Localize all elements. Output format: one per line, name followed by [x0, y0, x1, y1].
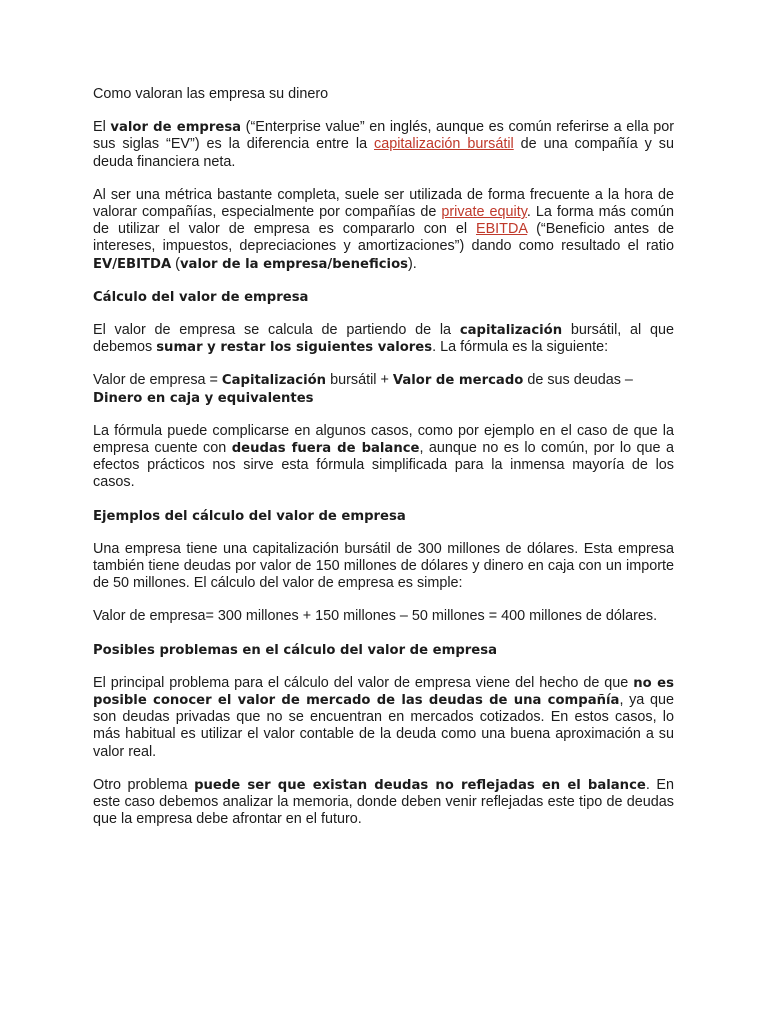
paragraph-problema-1 — [93, 675, 674, 761]
section-heading-ejemplos: Ejemplos del cálculo del valor de empresa — [93, 508, 406, 524]
link-capitalizacion-bursatil[interactable]: capitalización bursátil — [374, 136, 514, 153]
paragraph-definition — [93, 119, 674, 171]
text: El principal problema para el cálculo del valor de empresa viene del hecho de que — [93, 674, 634, 691]
bold-term: puede ser que existan deudas no reflejadas en el balance — [194, 777, 646, 793]
text: , aunque no es lo común, por lo que a efectos prácticos nos sirve esta fórmula simplificada para la inmensa mayoría de los casos. — [93, 440, 674, 491]
text: ). — [408, 255, 417, 272]
text: Valor de empresa = — [93, 372, 222, 389]
document-page — [93, 86, 674, 845]
text: Al ser una métrica bastante completa, suele ser utilizada de forma frecuente a la hora de valorar compañías, especialmente por compañías de — [93, 186, 674, 221]
paragraph-calculo — [93, 322, 674, 356]
section-heading-problemas: Posibles problemas en el cálculo del valor de empresa — [93, 642, 497, 658]
text: de sus deudas – — [523, 372, 633, 389]
text: , ya que son deudas privadas que no se encuentran en mercados cotizados. En estos casos, lo más habitual es utilizar el valor contable de la deuda como una buena aproximación a su valor real. — [93, 692, 674, 760]
text: Otro problema — [93, 776, 195, 793]
bold-term: capitalización — [459, 323, 563, 339]
bold-term: valor de empresa — [110, 120, 242, 136]
text: (“Enterprise value” en inglés, aunque es común referirse a ella por sus siglas “EV”) es la diferencia entre la — [93, 119, 675, 153]
bold-term: sumar y restar los siguientes valores — [156, 340, 433, 356]
text: El — [93, 119, 111, 136]
text: . En este caso debemos analizar la memoria, donde deben venir reflejadas este tipo de deudas que la empresa debe afrontar en el futuro. — [93, 776, 674, 828]
paragraph-ejemplo: Una empresa tiene una capitalización bursátil de 300 millones de dólares. Esta empresa también tiene deudas por valor de 150 millones de dólares y dinero en caja con un importe de 50 millones. El cálculo del valor de empresa es simple: — [93, 540, 674, 592]
text: . La forma más común de utilizar el valor de empresa es compararlo con el — [93, 204, 674, 238]
bold-term: Valor de mercado — [392, 373, 524, 389]
text: El valor de empresa se calcula de partiendo de la — [93, 322, 460, 339]
text: . La fórmula es la siguiente: — [432, 339, 609, 356]
text: bursátil, al que debemos — [93, 322, 674, 356]
text: La fórmula puede complicarse en algunos casos, como por ejemplo en el caso de que la empresa cuente con — [93, 422, 674, 457]
bold-term: valor de la empresa/beneficios — [179, 256, 408, 272]
bold-term: Dinero en caja y equivalentes — [93, 390, 314, 406]
paragraph-formula — [93, 372, 674, 406]
paragraph-usage — [93, 187, 674, 273]
bold-term: deudas fuera de balance — [231, 441, 420, 457]
bold-term: no es posible conocer el valor de mercado de las deudas de una compañía — [93, 675, 674, 709]
paragraph-complicaciones — [93, 423, 674, 492]
document-title: Como valoran las empresa su dinero — [93, 86, 329, 102]
text: ( — [171, 255, 180, 272]
text: de una compañía y su deuda financiera neta. — [93, 136, 674, 170]
link-ebitda[interactable]: EBITDA — [475, 221, 528, 238]
text: bursátil + — [326, 372, 393, 389]
paragraph-problema-2 — [93, 777, 674, 829]
link-private-equity[interactable]: private equity — [441, 204, 527, 221]
paragraph-ejemplo-formula: Valor de empresa= 300 millones + 150 millones – 50 millones = 400 millones de dólares. — [93, 608, 658, 625]
bold-term: EV/EBITDA — [93, 256, 172, 272]
section-heading-calculo: Cálculo del valor de empresa — [93, 289, 309, 305]
bold-term: Capitalización — [221, 373, 327, 389]
text: (“Beneficio antes de intereses, impuestos, depreciaciones y amortizaciones”) dando como resultado el ratio — [93, 221, 674, 255]
